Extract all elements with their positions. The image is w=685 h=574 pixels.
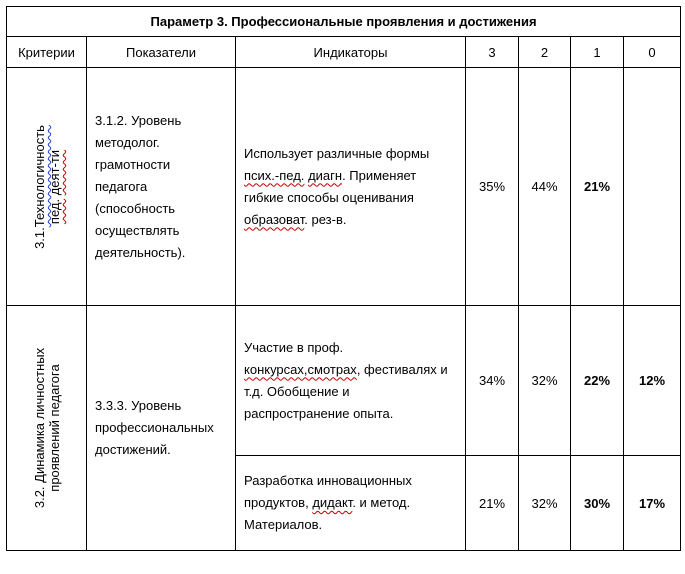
score-0-value <box>624 68 681 306</box>
table-row <box>7 68 681 306</box>
score-3-value: 21% <box>466 456 519 551</box>
header-indicators: Показатели <box>87 37 236 68</box>
score-0-value: 17% <box>624 456 681 551</box>
header-score-3: 3 <box>466 37 519 68</box>
score-0-value: 12% <box>624 306 681 456</box>
header-score-0: 0 <box>624 37 681 68</box>
score-3-value: 34% <box>466 306 519 456</box>
score-2-value: 32% <box>519 456 571 551</box>
sign-cell: Разработка инновационных продуктов, дидакт. и метод. Материалов. <box>236 456 466 551</box>
indicator-cell: 3.3.3. Уровень профессиональных достижений. <box>87 306 236 551</box>
criterion-text: 3.2. Динамика личностных проявлений педагога <box>31 347 62 509</box>
score-2-value: 44% <box>519 68 571 306</box>
sign-cell: Использует различные формы псих.-пед. диагн. Применяет гибкие способы оценивания образоват. рез-в. <box>236 68 466 306</box>
header-criteria: Критерии <box>7 37 87 68</box>
score-1-value: 22% <box>571 306 624 456</box>
header-row <box>7 37 681 68</box>
table-row <box>7 306 681 456</box>
score-3-value: 35% <box>466 68 519 306</box>
indicator-cell: 3.1.2. Уровень методолог. грамотности педагога (способность осуществлять деятельность). <box>87 68 236 306</box>
criterion-cell <box>7 68 87 306</box>
parameter-table <box>6 6 681 551</box>
table-title: Параметр 3. Профессиональные проявления и достижения <box>7 7 681 37</box>
sign-cell: Участие в проф. конкурсах,смотрах, фестивалях и т.д. Обобщение и распространение опыта. <box>236 306 466 456</box>
criterion-text: 3.1.Технологичность пед. деят-ти <box>31 124 62 249</box>
header-score-1: 1 <box>571 37 624 68</box>
header-signs: Индикаторы <box>236 37 466 68</box>
criterion-cell <box>7 306 87 551</box>
score-1-value: 21% <box>571 68 624 306</box>
score-1-value: 30% <box>571 456 624 551</box>
score-2-value: 32% <box>519 306 571 456</box>
header-score-2: 2 <box>519 37 571 68</box>
